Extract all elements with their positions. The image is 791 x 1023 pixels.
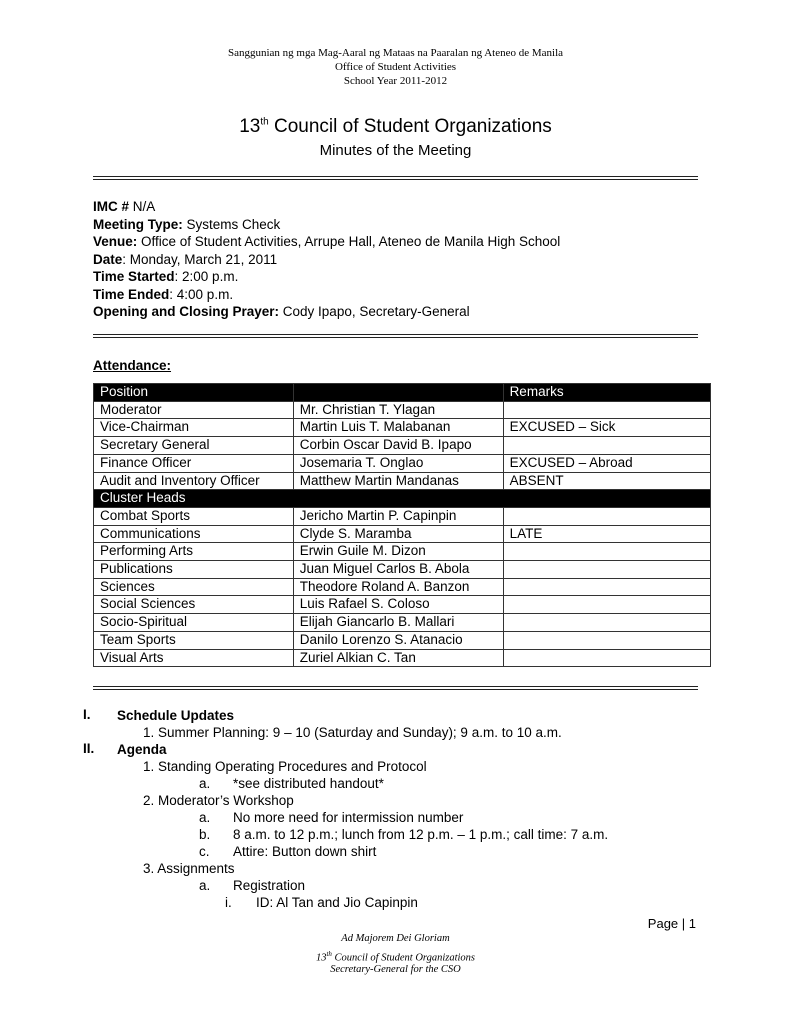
table-row (94, 419, 711, 437)
meeting-type-line: Meeting Type: Systems Check (93, 216, 281, 232)
name-cell: Clyde S. Maramba (293, 525, 503, 543)
header-name (293, 384, 503, 402)
divider (93, 334, 698, 338)
name-cell: Zuriel Alkian C. Tan (293, 649, 503, 667)
section-2-number: II. (83, 741, 95, 756)
remarks-cell: ABSENT (503, 472, 710, 490)
remarks-cell (503, 596, 710, 614)
list-marker: i. (225, 895, 232, 910)
list-marker: a. (199, 878, 211, 893)
position-cell: Social Sciences (94, 596, 294, 614)
name-cell: Mr. Christian T. Ylagan (293, 401, 503, 419)
position-cell: Vice-Chairman (94, 419, 294, 437)
section-2-item-3: 3. Assignments (143, 861, 235, 876)
position-cell: Publications (94, 561, 294, 579)
time-started-line: Time Started: 2:00 p.m. (93, 269, 239, 284)
section-2-item-1: 1. Standing Operating Procedures and Protocol (143, 759, 427, 774)
name-cell: Luis Rafael S. Coloso (293, 596, 503, 614)
position-cell: Communications (94, 525, 294, 543)
position-cell: Socio-Spiritual (94, 614, 294, 632)
table-row (94, 507, 711, 525)
section-1-title: Schedule Updates (117, 708, 235, 723)
section-2-item-1a: *see distributed handout* (233, 776, 384, 791)
document-subtitle: Minutes of the Meeting (319, 142, 472, 159)
imc-line: IMC # N/A (93, 199, 156, 214)
table-row (94, 454, 711, 472)
position-cell: Team Sports (94, 631, 294, 649)
name-cell: Josemaria T. Onglao (293, 454, 503, 472)
section-2-item-2c: Attire: Button down shirt (233, 844, 377, 859)
position-cell: Audit and Inventory Officer (94, 472, 294, 490)
name-cell: Jericho Martin P. Capinpin (293, 507, 503, 525)
time-ended-line: Time Ended: 4:00 p.m. (93, 286, 234, 302)
position-cell: Secretary General (94, 437, 294, 455)
table-row (94, 614, 711, 632)
school-year: School Year 2011-2012 (343, 75, 448, 87)
remarks-cell (503, 561, 710, 579)
name-cell: Danilo Lorenzo S. Atanacio (293, 631, 503, 649)
section-1-number: I. (83, 707, 91, 722)
remarks-cell (503, 649, 710, 667)
section-2-item-3a: Registration (233, 878, 306, 893)
remarks-cell: LATE (503, 525, 710, 543)
list-marker: a. (199, 776, 211, 791)
table-row (94, 631, 711, 649)
date-line: Date: Monday, March 21, 2011 (93, 251, 278, 267)
divider (93, 176, 698, 180)
position-cell: Combat Sports (94, 507, 294, 525)
table-row (94, 578, 711, 596)
remarks-cell (503, 437, 710, 455)
name-cell: Matthew Martin Mandanas (293, 472, 503, 490)
remarks-cell (503, 614, 710, 632)
position-cell: Finance Officer (94, 454, 294, 472)
list-marker: c. (199, 844, 210, 859)
footer-motto: Ad Majorem Dei Gloriam (341, 933, 450, 944)
divider (93, 686, 698, 690)
header-position: Position (94, 384, 294, 402)
table-row (94, 437, 711, 455)
table-row (94, 401, 711, 419)
table-row (94, 472, 711, 490)
table-row (94, 649, 711, 667)
position-cell: Visual Arts (94, 649, 294, 667)
name-cell: Juan Miguel Carlos B. Abola (293, 561, 503, 579)
office-name: Office of Student Activities (334, 61, 457, 73)
cluster-heads-row (94, 490, 711, 508)
section-2-item-3ai: ID: Al Tan and Jio Capinpin (256, 895, 418, 910)
position-cell: Performing Arts (94, 543, 294, 561)
table-row (94, 596, 711, 614)
section-2-item-2b: 8 a.m. to 12 p.m.; lunch from 12 p.m. – 1 p.m.; call time: 7 a.m. (233, 827, 609, 842)
list-marker: b. (199, 827, 211, 842)
name-cell: Martin Luis T. Malabanan (293, 419, 503, 437)
remarks-cell: EXCUSED – Abroad (503, 454, 710, 472)
section-2-item-2a: No more need for intermission number (233, 810, 464, 825)
section-2-item-2: 2. Moderator’s Workshop (143, 793, 294, 808)
name-cell: Erwin Guile M. Dizon (293, 543, 503, 561)
venue-line: Venue: Office of Student Activities, Arrupe Hall, Ateneo de Manila High School (93, 234, 561, 249)
remarks-cell (503, 507, 710, 525)
remarks-cell (503, 631, 710, 649)
section-2-title: Agenda (117, 742, 167, 757)
cluster-heads-label: Cluster Heads (94, 490, 711, 508)
remarks-cell (503, 543, 710, 561)
table-header-row (94, 384, 711, 402)
position-cell: Sciences (94, 578, 294, 596)
document-title: 13th Council of Student Organizations (239, 116, 552, 137)
org-name: Sanggunian ng mga Mag-Aaral ng Mataas na Paaralan ng Ateneo de Manila (227, 47, 564, 59)
header-remarks: Remarks (503, 384, 710, 402)
table-row (94, 525, 711, 543)
name-cell: Elijah Giancarlo B. Mallari (293, 614, 503, 632)
name-cell: Corbin Oscar David B. Ipapo (293, 437, 503, 455)
list-marker: a. (199, 810, 211, 825)
remarks-cell: EXCUSED – Sick (503, 419, 710, 437)
page-number: Page | 1 (647, 916, 696, 931)
table-row (94, 561, 711, 579)
footer-council: 13th Council of Student Organizations (315, 950, 476, 964)
meeting-info (93, 198, 560, 321)
attendance-heading: Attendance: (93, 358, 172, 373)
footer-office: Secretary-General for the CSO (330, 964, 461, 975)
prayer-line: Opening and Closing Prayer: Cody Ipapo, Secretary-General (93, 304, 470, 319)
attendance-table (93, 383, 711, 667)
name-cell: Theodore Roland A. Banzon (293, 578, 503, 596)
remarks-cell (503, 401, 710, 419)
remarks-cell (503, 578, 710, 596)
section-1-item-1: 1. Summer Planning: 9 – 10 (Saturday and Sunday); 9 a.m. to 10 a.m. (143, 725, 562, 740)
table-row (94, 543, 711, 561)
position-cell: Moderator (94, 401, 294, 419)
